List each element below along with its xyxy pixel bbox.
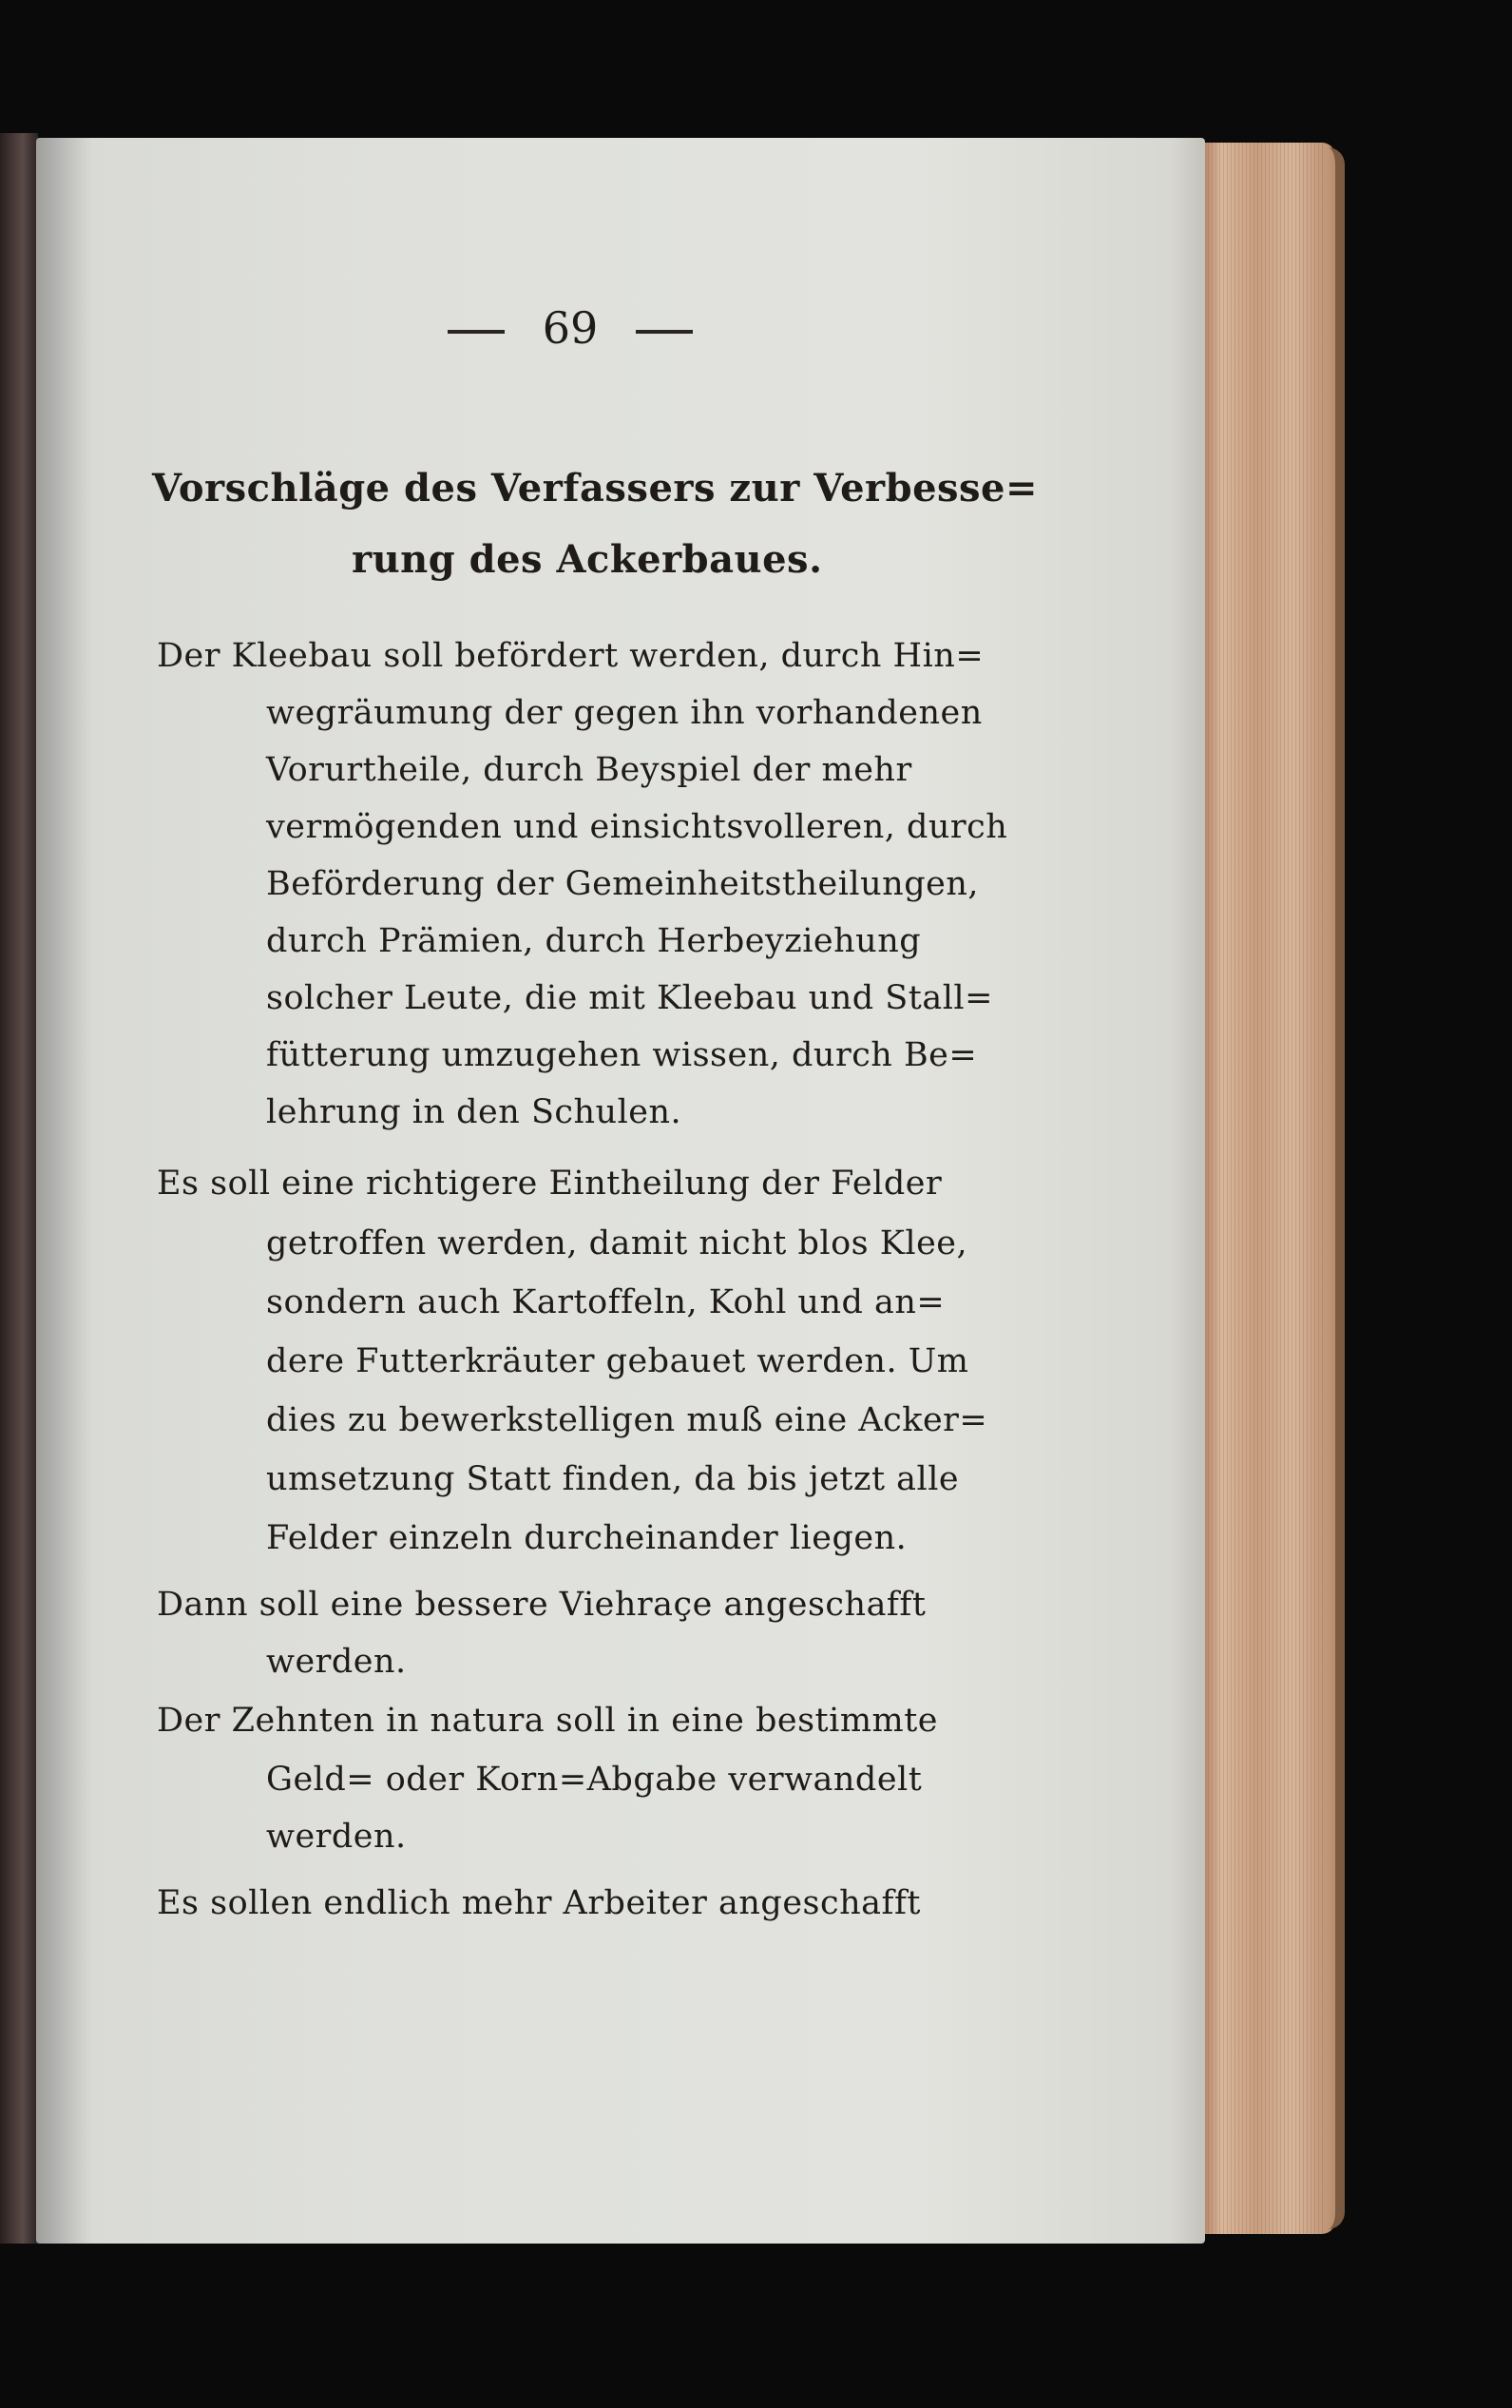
para2-line-7: Felder einzeln durcheinander liegen. bbox=[266, 1519, 908, 1557]
heading-line-2: rung des Ackerbaues. bbox=[352, 537, 823, 582]
para2-line-2: getroffen werden, damit nicht blos Klee, bbox=[266, 1224, 968, 1262]
para1-line-5: Beförderung der Gemeinheitstheilungen, bbox=[266, 865, 979, 903]
para1-line-3: Vorurtheile, durch Beyspiel der mehr bbox=[266, 751, 912, 789]
heading-line-1: Vorschläge des Verfassers zur Verbesse= bbox=[152, 466, 1039, 510]
para1-line-9: lehrung in den Schulen. bbox=[266, 1093, 682, 1131]
dash-right bbox=[636, 330, 693, 334]
para1-line-1: Der Kleebau soll befördert werden, durch Hin= bbox=[157, 637, 985, 675]
para2-line-6: umsetzung Statt finden, da bis jetzt alle bbox=[266, 1460, 960, 1498]
para4-line-3: werden. bbox=[266, 1818, 407, 1856]
para1-line-8: fütterung umzugehen wissen, durch Be= bbox=[266, 1036, 978, 1074]
para1-line-7: solcher Leute, die mit Kleebau und Stall= bbox=[266, 979, 993, 1017]
para4-line-2: Geld= oder Korn=Abgabe verwandelt bbox=[266, 1761, 923, 1799]
para1-line-4: vermögenden und einsichtsvolleren, durch bbox=[266, 808, 1008, 846]
page-gutter-shadow bbox=[36, 138, 93, 2244]
para2-line-4: dere Futterkräuter gebauet werden. Um bbox=[266, 1342, 969, 1380]
page-number: 69 bbox=[542, 302, 599, 354]
para1-line-2: wegräumung der gegen ihn vorhandenen bbox=[266, 694, 983, 732]
para2-line-3: sondern auch Kartoffeln, Kohl und an= bbox=[266, 1283, 946, 1321]
book-cover bbox=[1202, 147, 1345, 2229]
para3-line-2: werden. bbox=[266, 1643, 407, 1681]
page-number-header bbox=[371, 302, 770, 354]
dash-left bbox=[448, 330, 505, 334]
previous-page-edge bbox=[0, 133, 38, 2244]
para3-line-1: Dann soll eine bessere Viehraçe angeschafft bbox=[157, 1586, 927, 1624]
para2-line-5: dies zu bewerkstelligen muß eine Acker= bbox=[266, 1401, 988, 1439]
para2-line-1: Es soll eine richtigere Eintheilung der Felder bbox=[157, 1165, 943, 1203]
para5-line-1: Es sollen endlich mehr Arbeiter angeschafft bbox=[157, 1884, 921, 1922]
para1-line-6: durch Prämien, durch Herbeyziehung bbox=[266, 922, 922, 960]
para4-line-1: Der Zehnten in natura soll in eine bestimmte bbox=[157, 1702, 938, 1740]
